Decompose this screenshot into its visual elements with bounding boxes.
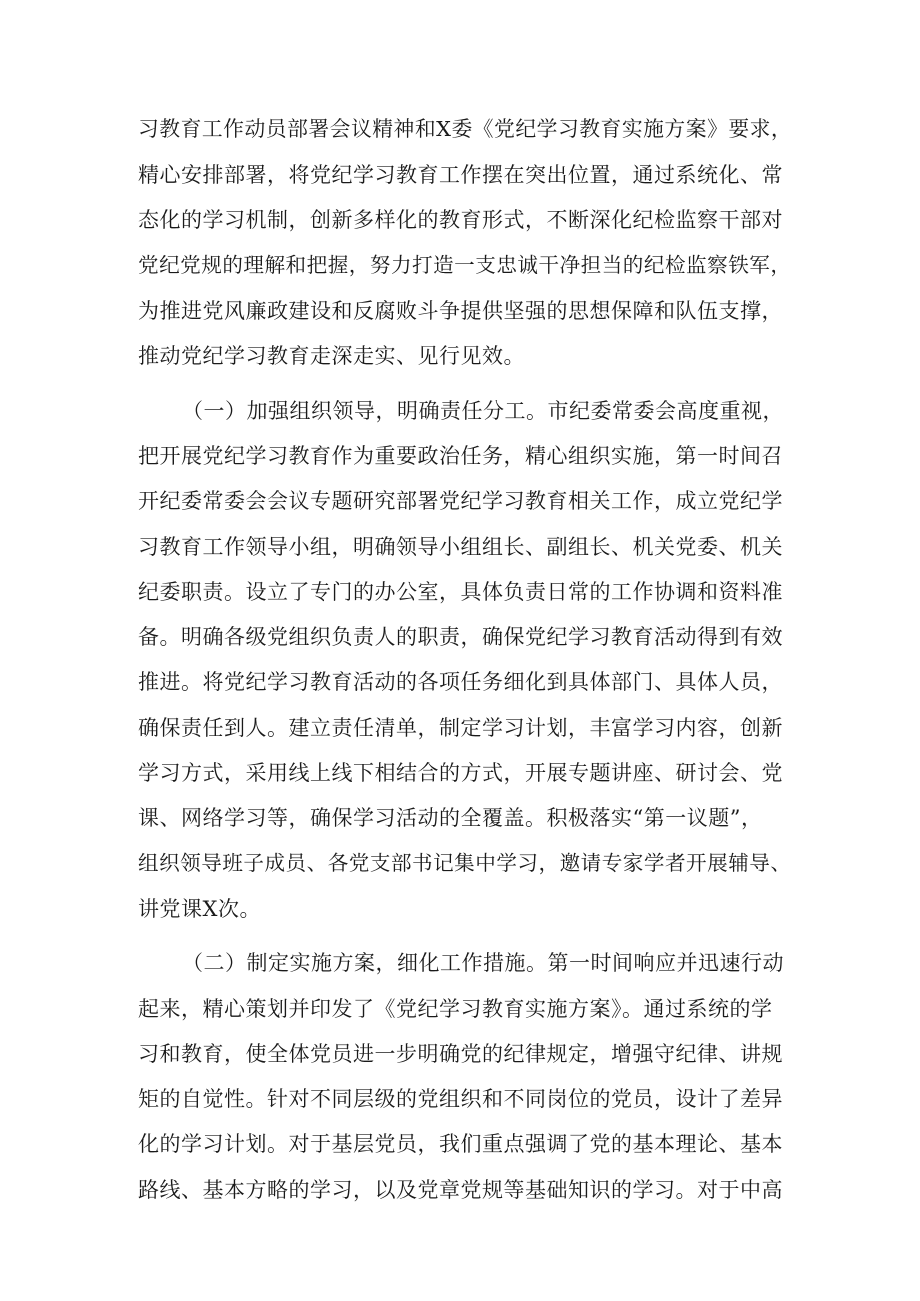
- para-one-line-10: 课、网络学习等，确保学习活动的全覆盖。积极落实“第一议题”，: [138, 806, 763, 830]
- para-one-line-3: 开纪委常委会会议专题研究部署党纪学习教育相关工作，成立党纪学: [138, 489, 783, 513]
- para-one-line-5: 纪委职责。设立了专门的办公室，具体负责日常的工作协调和资料准: [138, 580, 783, 604]
- para-one-line-4: 习教育工作领导小组，明确领导小组组长、副组长、机关党委、机关: [138, 535, 783, 559]
- para-one-line-1: （一）加强组织领导，明确责任分工。市纪委常委会高度重视，: [182, 399, 784, 423]
- para-two-line-4: 矩的自觉性。针对不同层级的党组织和不同岗位的党员，设计了差异: [138, 1087, 783, 1111]
- intro-line-3: 态化的学习机制，创新多样化的教育形式，不断深化纪检监察干部对: [138, 208, 783, 232]
- para-two-line-3: 习和教育，使全体党员进一步明确党的纪律规定，增强守纪律、讲规: [138, 1042, 783, 1066]
- para-two-line-5: 化的学习计划。对于基层党员，我们重点强调了党的基本理论、基本: [138, 1132, 783, 1156]
- para-one-line-11: 组织领导班子成员、各党支部书记集中学习，邀请专家学者开展辅导、: [138, 851, 792, 875]
- para-one-line-12: 讲党课X次。: [138, 897, 261, 921]
- para-one-line-6: 备。明确各级党组织负责人的职责，确保党纪学习教育活动得到有效: [138, 625, 783, 649]
- para-two-line-2: 起来，精心策划并印发了《党纪学习教育实施方案》。通过系统的学: [138, 997, 773, 1021]
- intro-line-5: 为推进党风廉政建设和反腐败斗争提供坚强的思想保障和队伍支撑，: [138, 299, 783, 323]
- para-one-line-9: 学习方式，采用线上线下相结合的方式，开展专题讲座、研讨会、党: [138, 761, 783, 785]
- intro-line-1: 习教育工作动员部署会议精神和X委《党纪学习教育实施方案》要求，: [138, 117, 793, 141]
- para-two-line-1: （二）制定实施方案，细化工作措施。第一时间响应并迅速行动: [182, 951, 784, 975]
- intro-line-6: 推动党纪学习教育走深走实、见行见效。: [138, 344, 525, 368]
- para-two-line-6: 路线、基本方略的学习，以及党章党规等基础知识的学习。对于中高: [138, 1178, 783, 1202]
- intro-line-4: 党纪党规的理解和把握，努力打造一支忠诚干净担当的纪检监察铁军，: [138, 253, 792, 277]
- intro-line-2: 精心安排部署，将党纪学习教育工作摆在突出位置，通过系统化、常: [138, 163, 783, 187]
- para-one-line-7: 推进。将党纪学习教育活动的各项任务细化到具体部门、具体人员，: [138, 670, 783, 694]
- para-one-line-8: 确保责任到人。建立责任清单，制定学习计划，丰富学习内容，创新: [138, 716, 783, 740]
- para-one-line-2: 把开展党纪学习教育作为重要政治任务，精心组织实施，第一时间召: [138, 444, 783, 468]
